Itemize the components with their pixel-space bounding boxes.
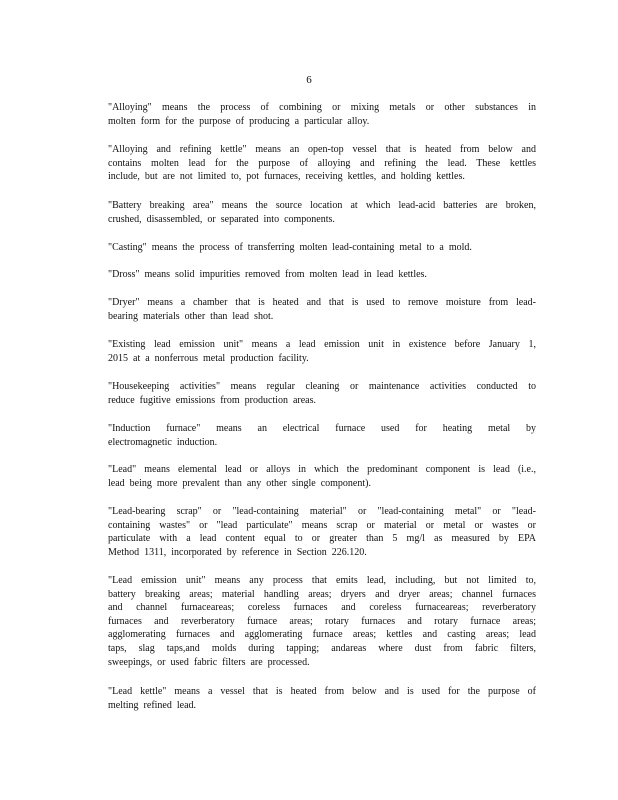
text-line: agglomerating furnaces and agglomerating furnace areas; kettles and casting areas; lead xyxy=(108,629,536,641)
definition-paragraph xyxy=(108,296,536,323)
text-line: taps, slag taps,and molds during tapping; andareas where dust from fabric filters, xyxy=(108,642,536,654)
text-line: "Dryer" means a chamber that is heated and that is used to remove moisture from lead- xyxy=(108,297,536,308)
definition-paragraph xyxy=(108,685,536,712)
definition-paragraph xyxy=(108,338,536,365)
definition-paragraph xyxy=(108,101,536,128)
text-line: Method 1311, incorporated by reference in Section 226.120. xyxy=(108,546,367,558)
definition-paragraph xyxy=(108,268,536,282)
text-line: molten form for the purpose of producing a particular alloy. xyxy=(108,115,370,127)
text-line: "Existing lead emission unit" means a lead emission unit in existence before January 1, xyxy=(108,339,536,350)
page-number: 6 xyxy=(306,74,312,86)
text-line: "Casting" means the process of transferring molten lead-containing metal to a mold. xyxy=(108,242,472,253)
text-line: sweepings, or used fabric filters are processed. xyxy=(108,656,310,668)
text-line: furnaces and reverberatory furnace areas; rotary furnaces and rotary furnace areas; xyxy=(108,615,536,627)
definition-paragraph xyxy=(108,422,536,449)
text-line: bearing materials other than lead shot. xyxy=(108,310,274,322)
definition-paragraph xyxy=(108,505,536,559)
definition-paragraph xyxy=(108,380,536,407)
text-line: electromagnetic induction. xyxy=(108,436,218,448)
text-line: "Lead kettle" means a vessel that is heated from below and is used for the purpose of xyxy=(108,686,536,697)
text-line: "Lead-bearing scrap" or "lead-containing material" or "lead-containing metal" or "lead- xyxy=(108,506,536,517)
text-line: containing wastes" or "lead particulate" means scrap or material or metal or wastes or xyxy=(108,519,536,531)
text-line: 2015 at a nonferrous metal production facility. xyxy=(108,352,309,364)
text-line: "Housekeeping activities" means regular cleaning or maintenance activities conducted to xyxy=(108,381,536,392)
text-line: lead being more prevalent than any other single component). xyxy=(108,477,371,489)
text-line: contains molten lead for the purpose of alloying and refining the lead. These kettles xyxy=(108,157,536,169)
text-line: "Battery breaking area" means the source location at which lead-acid batteries are broken, xyxy=(108,200,536,211)
text-line: crushed, disassembled, or separated into components. xyxy=(108,213,335,225)
text-line: melting refined lead. xyxy=(108,699,197,711)
definition-paragraph xyxy=(108,574,536,669)
definition-paragraph xyxy=(108,143,536,184)
definition-paragraph xyxy=(108,199,536,226)
text-line: "Alloying and refining kettle" means an open-top vessel that is heated from below and xyxy=(108,144,536,155)
text-line: include, but are not limited to, pot furnaces, receiving kettles, and holding kettles. xyxy=(108,171,465,183)
text-line: battery breaking areas; material handling areas; dryers and dryer areas; channel furnaces xyxy=(108,588,536,600)
text-line: reduce fugitive emissions from production areas. xyxy=(108,394,316,406)
text-line: particulate with a lead content equal to or greater than 5 mg/l as measured by EPA xyxy=(108,533,536,545)
text-line: "Dross" means solid impurities removed from molten lead in lead kettles. xyxy=(108,269,427,280)
text-line: "Alloying" means the process of combining or mixing metals or other substances in xyxy=(108,102,536,113)
text-line: "Lead" means elemental lead or alloys in which the predominant component is lead (i.e., xyxy=(108,464,536,475)
definition-paragraph xyxy=(108,463,536,490)
definition-paragraph xyxy=(108,241,536,255)
text-line: "Lead emission unit" means any process that emits lead, including, but not limited to, xyxy=(108,575,536,586)
text-line: and channel furnaceareas; coreless furnaces and coreless furnaceareas; reverberatory xyxy=(108,602,536,614)
text-line: "Induction furnace" means an electrical furnace used for heating metal by xyxy=(108,423,536,434)
